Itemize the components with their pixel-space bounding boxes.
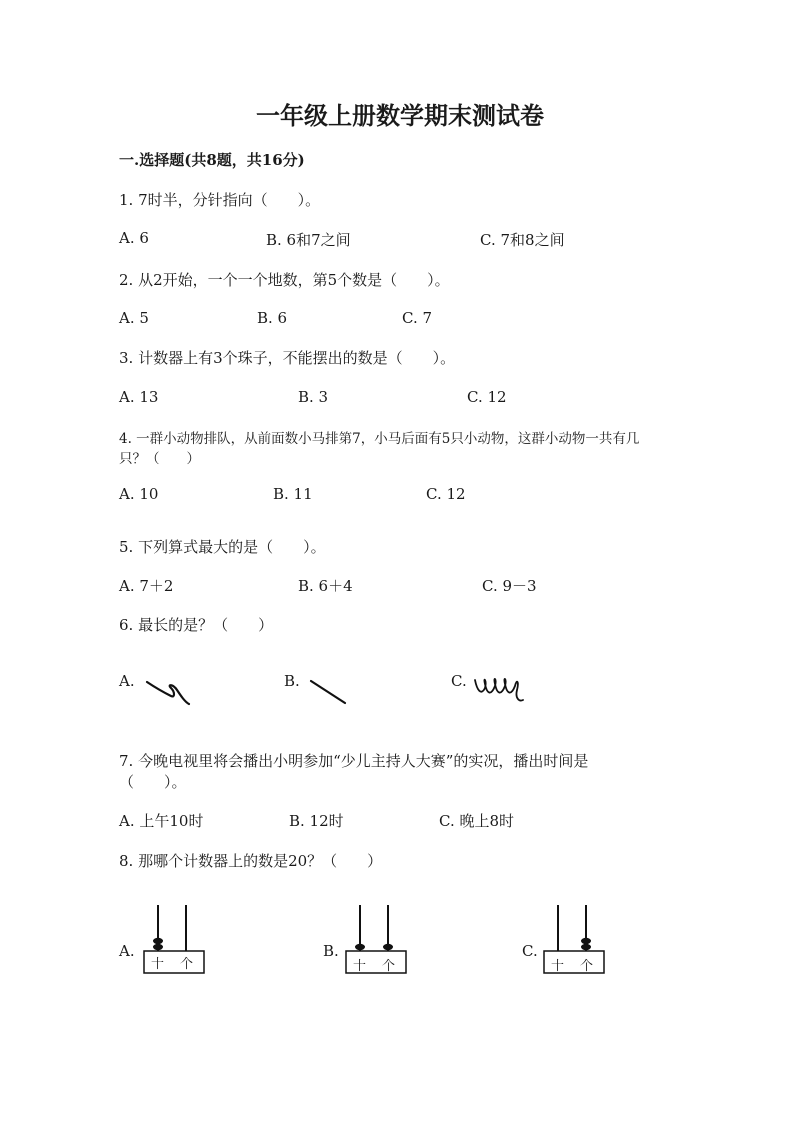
- straight-line-figure-b: [308, 678, 348, 706]
- question-2-option-a[interactable]: A. 5: [119, 309, 149, 327]
- section-heading: 一.选择题(共8题，共16分): [119, 151, 305, 169]
- question-6-option-c[interactable]: C.: [451, 672, 467, 690]
- abacus-c-tens-label: 十: [551, 959, 565, 974]
- abacus-a-tens-label: 十: [151, 957, 165, 972]
- question-1-option-c[interactable]: C. 7和8之间: [480, 231, 565, 249]
- question-4-option-c[interactable]: C. 12: [426, 485, 466, 503]
- abacus-b-ones-label: 个: [382, 959, 396, 974]
- question-2-option-c[interactable]: C. 7: [402, 309, 433, 327]
- question-3-option-c[interactable]: C. 12: [467, 388, 507, 406]
- question-8-option-a[interactable]: A.: [119, 942, 135, 960]
- question-3-option-a[interactable]: A. 13: [119, 388, 159, 406]
- question-5-option-a[interactable]: A. 7＋2: [119, 577, 174, 595]
- question-5-stem: 5. 下列算式最大的是（ ）。: [119, 538, 326, 556]
- question-3-stem: 3. 计数器上有3个珠子，不能摆出的数是（ ）。: [119, 349, 456, 367]
- question-7-stem-line1: 7. 今晚电视里将会播出小明参加“少儿主持人大赛”的实况，播出时间是: [119, 752, 589, 770]
- question-7-option-a[interactable]: A. 上午10时: [119, 812, 204, 830]
- zigzag-line-figure-a: [145, 672, 193, 706]
- abacus-c-ones-label: 个: [580, 959, 594, 974]
- question-1-option-b[interactable]: B. 6和7之间: [266, 231, 351, 249]
- question-7-option-c[interactable]: C. 晚上8时: [439, 812, 515, 830]
- question-8-option-b[interactable]: B.: [323, 942, 339, 960]
- question-2-stem: 2. 从2开始，一个一个地数，第5个数是（ ）。: [119, 271, 450, 289]
- question-5-option-b[interactable]: B. 6＋4: [298, 577, 353, 595]
- question-4-stem-line1: 4. 一群小动物排队，从前面数小马排第7，小马后面有5只小动物，这群小动物一共有几: [119, 431, 640, 447]
- question-7-stem-line2: （ ）。: [119, 773, 187, 791]
- question-6-option-a[interactable]: A.: [119, 672, 135, 690]
- question-8-stem: 8. 那哪个计数器上的数是20？（ ）: [119, 852, 383, 870]
- abacus-a-ones-label: 个: [180, 957, 194, 972]
- question-4-stem-line2: 只？（ ）: [119, 451, 200, 467]
- question-4-option-b[interactable]: B. 11: [273, 485, 313, 503]
- page-title: 一年级上册数学期末测试卷: [256, 101, 544, 130]
- question-2-option-b[interactable]: B. 6: [257, 309, 288, 327]
- question-1-stem: 1. 7时半，分针指向（ ）。: [119, 191, 321, 209]
- question-4-option-a[interactable]: A. 10: [119, 485, 159, 503]
- abacus-b-tens-label: 十: [353, 959, 367, 974]
- question-8-option-c[interactable]: C.: [522, 942, 538, 960]
- question-7-option-b[interactable]: B. 12时: [289, 812, 344, 830]
- question-6-option-b[interactable]: B.: [284, 672, 300, 690]
- question-3-option-b[interactable]: B. 3: [298, 388, 329, 406]
- question-1-option-a[interactable]: A. 6: [119, 229, 149, 247]
- question-6-stem: 6. 最长的是？（ ）: [119, 616, 274, 634]
- question-5-option-c[interactable]: C. 9－3: [482, 577, 537, 595]
- curly-line-figure-c: [473, 670, 529, 706]
